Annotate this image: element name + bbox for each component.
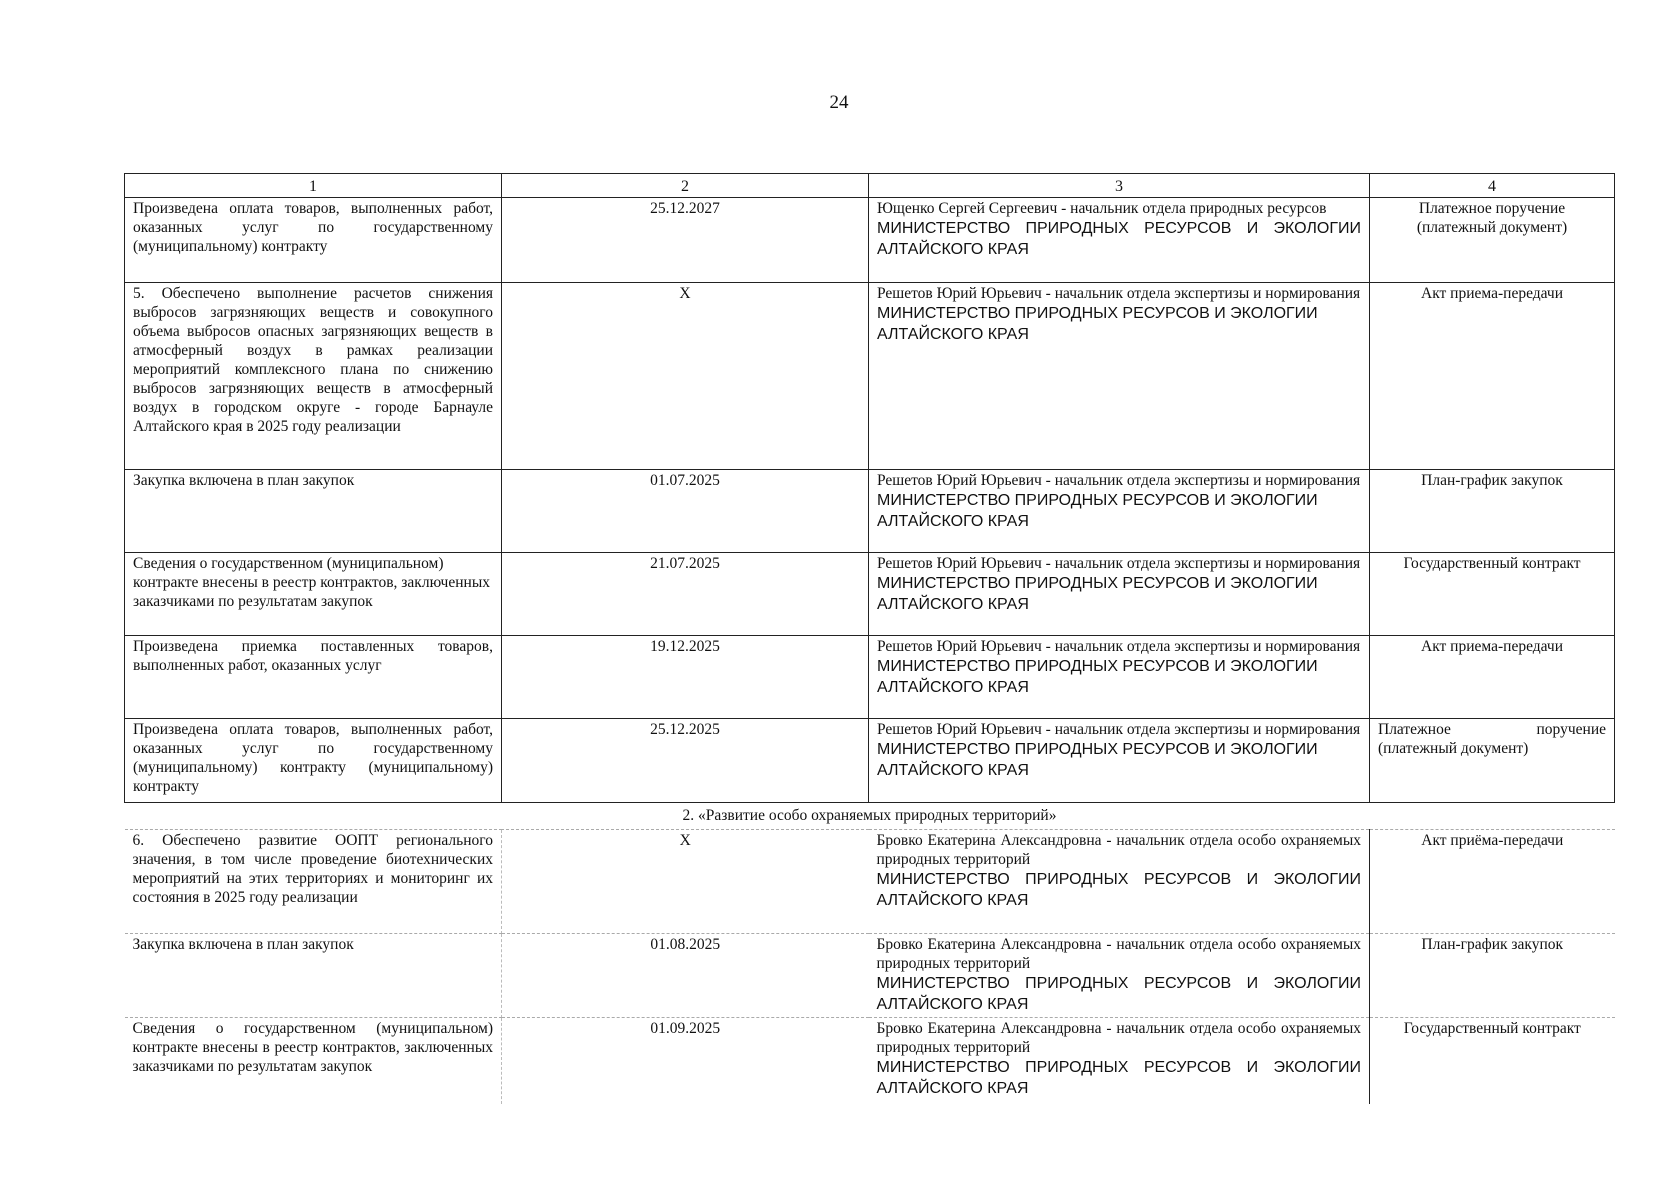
date-cell: X bbox=[502, 283, 869, 470]
date-cell: 01.09.2025 bbox=[502, 1018, 869, 1104]
event-cell: Произведена оплата товаров, выполненных работ, оказанных услуг по государственному (муниципальному) контракту bbox=[125, 198, 502, 283]
organization-name: МИНИСТЕРСТВО ПРИРОДНЫХ РЕСУРСОВ И ЭКОЛОГИИ АЛТАЙСКОГО КРАЯ bbox=[877, 575, 1318, 613]
responsible-person: Решетов Юрий Юрьевич - начальник отдела экспертизы и нормирования bbox=[877, 472, 1361, 489]
table-row bbox=[125, 198, 1615, 283]
organization-name: МИНИСТЕРСТВО ПРИРОДНЫХ РЕСУРСОВ И ЭКОЛОГИИ АЛТАЙСКОГО КРАЯ bbox=[876, 975, 1361, 1013]
organization-name: МИНИСТЕРСТВО ПРИРОДНЫХ РЕСУРСОВ И ЭКОЛОГИИ АЛТАЙСКОГО КРАЯ bbox=[877, 492, 1318, 530]
document-cell: Платежное поручение (платежный документ) bbox=[1370, 198, 1615, 283]
organization-name: МИНИСТЕРСТВО ПРИРОДНЫХ РЕСУРСОВ И ЭКОЛОГИИ АЛТАЙСКОГО КРАЯ bbox=[876, 1059, 1361, 1097]
organization-name: МИНИСТЕРСТВО ПРИРОДНЫХ РЕСУРСОВ И ЭКОЛОГИИ АЛТАЙСКОГО КРАЯ bbox=[877, 220, 1361, 258]
date-cell: 01.07.2025 bbox=[502, 470, 869, 553]
events-table bbox=[124, 173, 1615, 1104]
event-cell: Закупка включена в план закупок bbox=[125, 934, 502, 1018]
organization-name: МИНИСТЕРСТВО ПРИРОДНЫХ РЕСУРСОВ И ЭКОЛОГИИ АЛТАЙСКОГО КРАЯ bbox=[876, 871, 1361, 909]
date-cell: 21.07.2025 bbox=[502, 553, 869, 636]
organization-name: МИНИСТЕРСТВО ПРИРОДНЫХ РЕСУРСОВ И ЭКОЛОГИИ АЛТАЙСКОГО КРАЯ bbox=[877, 305, 1318, 343]
section-title: 2. «Развитие особо охраняемых природных территорий» bbox=[125, 803, 1615, 830]
table-row bbox=[125, 934, 1615, 1018]
document-cell: План-график закупок bbox=[1370, 470, 1615, 553]
date-cell: X bbox=[502, 830, 869, 934]
page-number: 24 bbox=[829, 92, 849, 113]
date-cell: 25.12.2025 bbox=[502, 719, 869, 803]
responsible-cell bbox=[869, 283, 1370, 470]
table-row bbox=[125, 636, 1615, 719]
event-cell: Произведена приемка поставленных товаров, выполненных работ, оказанных услуг bbox=[125, 636, 502, 719]
responsible-cell bbox=[869, 1018, 1370, 1104]
responsible-person: Ющенко Сергей Сергеевич - начальник отдела природных ресурсов bbox=[877, 200, 1327, 217]
responsible-cell bbox=[869, 470, 1370, 553]
date-cell: 25.12.2027 bbox=[502, 198, 869, 283]
table-row bbox=[125, 283, 1615, 470]
event-cell: Сведения о государственном (муниципальном) контракте внесены в реестр контрактов, заключенных заказчиками по результатам закупок bbox=[125, 553, 502, 636]
table-row bbox=[125, 719, 1615, 803]
responsible-cell bbox=[869, 636, 1370, 719]
organization-name: МИНИСТЕРСТВО ПРИРОДНЫХ РЕСУРСОВ И ЭКОЛОГИИ АЛТАЙСКОГО КРАЯ bbox=[877, 658, 1318, 696]
section-heading-row bbox=[125, 803, 1615, 830]
responsible-person: Решетов Юрий Юрьевич - начальник отдела экспертизы и нормирования bbox=[877, 721, 1361, 738]
table-row bbox=[125, 830, 1615, 934]
responsible-cell bbox=[869, 934, 1370, 1018]
event-cell: Произведена оплата товаров, выполненных работ, оказанных услуг по государственному (муниципальному) контракту (муниципальному) контракту bbox=[125, 719, 502, 803]
document-cell: Акт приема-передачи bbox=[1370, 636, 1615, 719]
document-cell: Государственный контракт bbox=[1370, 1018, 1615, 1104]
table-row bbox=[125, 470, 1615, 553]
responsible-person: Решетов Юрий Юрьевич - начальник отдела экспертизы и нормирования bbox=[877, 638, 1361, 655]
responsible-cell bbox=[869, 198, 1370, 283]
event-cell: 6. Обеспечено развитие ООПТ регионального значения, в том числе проведение биотехнических мероприятий на этих территориях и мониторинг их состояния в 2025 году реализации bbox=[125, 830, 502, 934]
document-cell: Акт приёма-передачи bbox=[1370, 830, 1615, 934]
date-cell: 19.12.2025 bbox=[502, 636, 869, 719]
column-header: 3 bbox=[869, 174, 1370, 198]
date-cell: 01.08.2025 bbox=[502, 934, 869, 1018]
event-cell: Сведения о государственном (муниципальном) контракте внесены в реестр контрактов, заключенных заказчиками по результатам закупок bbox=[125, 1018, 502, 1104]
table-row bbox=[125, 553, 1615, 636]
responsible-person: Решетов Юрий Юрьевич - начальник отдела экспертизы и нормирования bbox=[877, 555, 1361, 572]
event-cell: 5. Обеспечено выполнение расчетов снижения выбросов загрязняющих веществ и совокупного объема выбросов опасных загрязняющих веществ в атмосферный воздух в рамках реализации мероприятий комплексного плана по снижению выбросов загрязняющих веществ в атмосферный воздух в городском округе - городе Барнауле Алтайского края в 2025 году реализации bbox=[125, 283, 502, 470]
responsible-cell bbox=[869, 830, 1370, 934]
responsible-person: Бровко Екатерина Александровна - начальник отдела особо охраняемых природных территорий bbox=[876, 1020, 1361, 1056]
responsible-cell bbox=[869, 553, 1370, 636]
column-header: 4 bbox=[1370, 174, 1615, 198]
document-cell: План-график закупок bbox=[1370, 934, 1615, 1018]
responsible-cell bbox=[869, 719, 1370, 803]
table-header-row bbox=[125, 174, 1615, 198]
responsible-person: Решетов Юрий Юрьевич - начальник отдела экспертизы и нормирования bbox=[877, 285, 1361, 302]
column-header: 1 bbox=[125, 174, 502, 198]
document-cell: Платежное поручение (платежный документ) bbox=[1370, 719, 1615, 803]
responsible-person: Бровко Екатерина Александровна - начальник отдела особо охраняемых природных территорий bbox=[876, 832, 1361, 868]
document-cell: Государственный контракт bbox=[1370, 553, 1615, 636]
column-header: 2 bbox=[502, 174, 869, 198]
event-cell: Закупка включена в план закупок bbox=[125, 470, 502, 553]
table-row bbox=[125, 1018, 1615, 1104]
organization-name: МИНИСТЕРСТВО ПРИРОДНЫХ РЕСУРСОВ И ЭКОЛОГИИ АЛТАЙСКОГО КРАЯ bbox=[877, 741, 1318, 779]
responsible-person: Бровко Екатерина Александровна - начальник отдела особо охраняемых природных территорий bbox=[876, 936, 1361, 972]
document-cell: Акт приема-передачи bbox=[1370, 283, 1615, 470]
